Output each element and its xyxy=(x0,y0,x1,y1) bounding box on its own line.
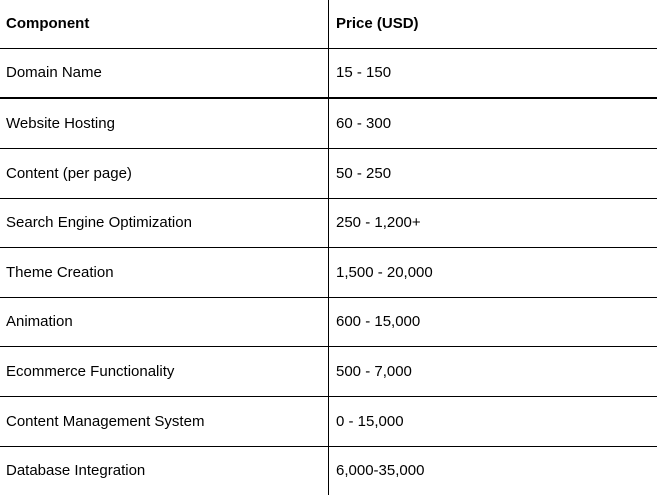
cell-component: Domain Name xyxy=(6,64,102,81)
cell-price: 1,500 - 20,000 xyxy=(336,263,433,281)
cell-price: 0 - 15,000 xyxy=(336,412,404,430)
cell-price: 60 - 300 xyxy=(336,114,392,132)
header-price: Price (USD) xyxy=(336,15,419,32)
column-divider xyxy=(328,0,329,495)
cell-component: Content (per page) xyxy=(6,164,132,182)
cell-price: 600 - 15,000 xyxy=(336,313,421,330)
cell-price: 15 - 150 xyxy=(336,64,392,81)
cell-component: Website Hosting xyxy=(6,114,115,132)
cell-component: Ecommerce Functionality xyxy=(6,362,175,380)
cell-price: 6,000-35,000 xyxy=(336,462,425,479)
cell-component: Animation xyxy=(6,313,73,330)
cell-price: 50 - 250 xyxy=(336,164,392,182)
cell-price: 250 - 1,200+ xyxy=(336,214,421,231)
cell-component: Search Engine Optimization xyxy=(6,214,192,231)
cell-price: 500 - 7,000 xyxy=(336,362,412,380)
header-component: Component xyxy=(6,15,90,32)
cell-component: Database Integration xyxy=(6,462,146,479)
cell-component: Content Management System xyxy=(6,412,205,430)
cell-component: Theme Creation xyxy=(6,263,114,281)
